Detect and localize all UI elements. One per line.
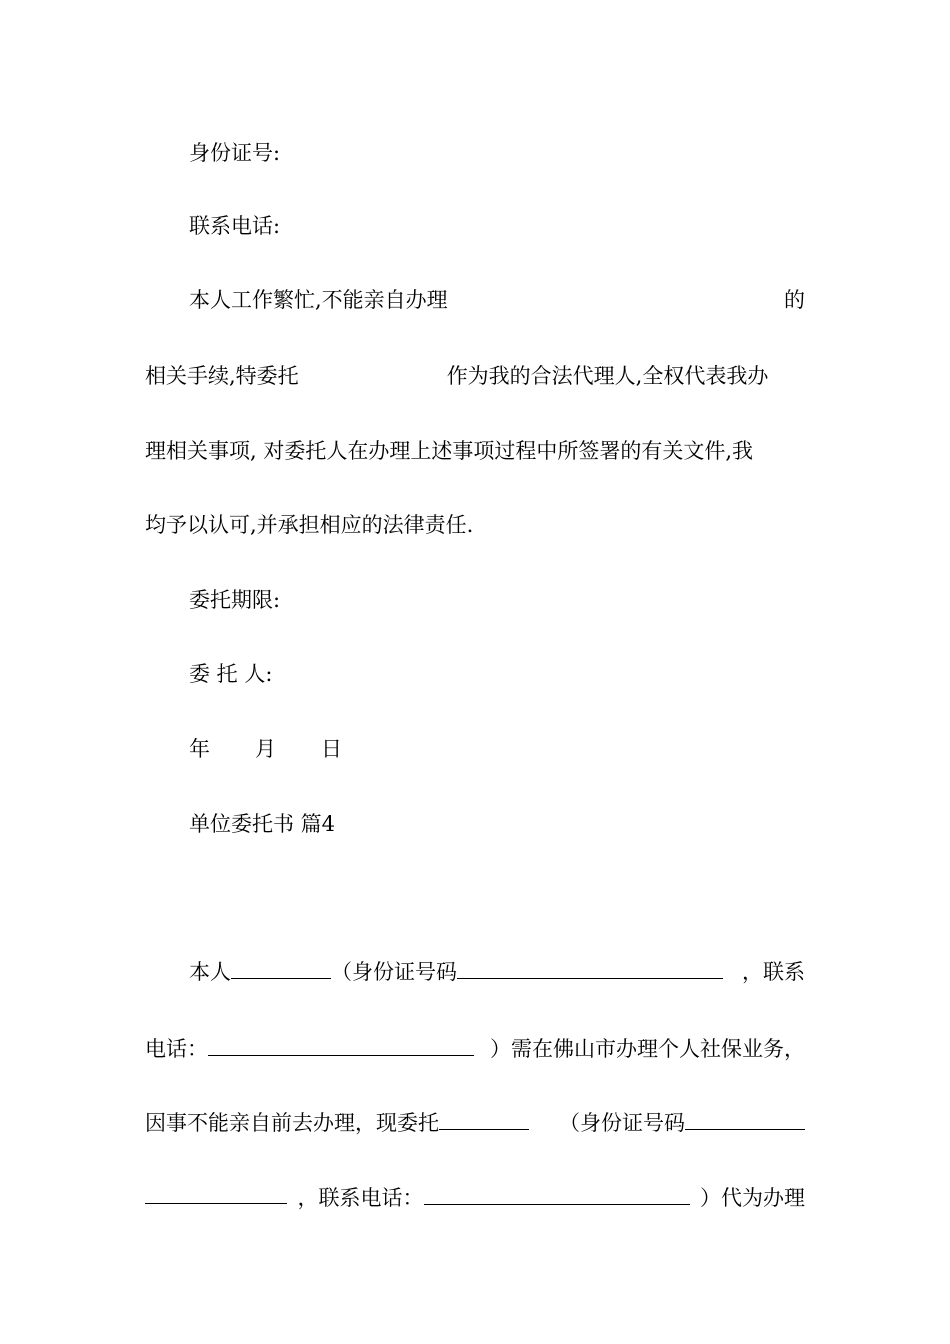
id-number-blank[interactable] [457,958,723,979]
busy-line-end: 的 [784,288,805,312]
agent-name-blank[interactable] [439,1109,529,1130]
form-line-1 [189,957,805,987]
approve-line: 均予以认可,并承担相应的法律责任. [145,513,474,537]
agent-phone-blank[interactable] [424,1184,690,1205]
form-line-4 [145,1183,805,1213]
entruster-label: 委 托 人: [189,662,273,686]
form-p3-a: 因事不能亲自前去办理，现委托 [145,1111,439,1135]
entrust-line [145,361,805,391]
agent-id-blank-1[interactable] [685,1109,805,1130]
form-p4-c: ）代为办理 [700,1186,805,1210]
form-p1-a: 本人 [189,960,231,984]
form-line-3 [145,1108,805,1138]
section-heading: 单位委托书 篇4 [189,812,336,836]
agent-id-blank-2[interactable] [145,1183,287,1204]
name-blank[interactable] [231,958,331,979]
date-day: 日 [321,737,342,761]
date-year: 年 [189,737,210,761]
id-number-label: 身份证号: [189,141,281,165]
busy-line-start: 本人工作繁忙,不能亲自办理 [189,288,448,312]
form-p1-c: ，联系 [742,960,805,984]
phone-blank[interactable] [208,1035,474,1056]
form-line-2 [145,1034,805,1064]
period-label: 委托期限: [189,588,281,612]
handle-line: 理相关事项, 对委托人在办理上述事项过程中所签署的有关文件,我 [145,439,754,463]
entrust-line-start: 相关手续,特委托 [145,364,299,388]
form-p2-b: ）需在佛山市办理个人社保业务， [490,1037,805,1061]
form-p2-a: 电话： [145,1037,208,1061]
date-line [189,734,805,764]
form-p3-b: （身份证号码 [559,1111,685,1135]
phone-label: 联系电话: [189,214,281,238]
date-month: 月 [255,737,276,761]
form-p1-b: （身份证号码 [331,960,457,984]
entrust-line-end: 作为我的合法代理人,全权代表我办 [446,364,769,388]
form-p4-b: ，联系电话： [297,1186,424,1210]
busy-line [189,285,805,315]
